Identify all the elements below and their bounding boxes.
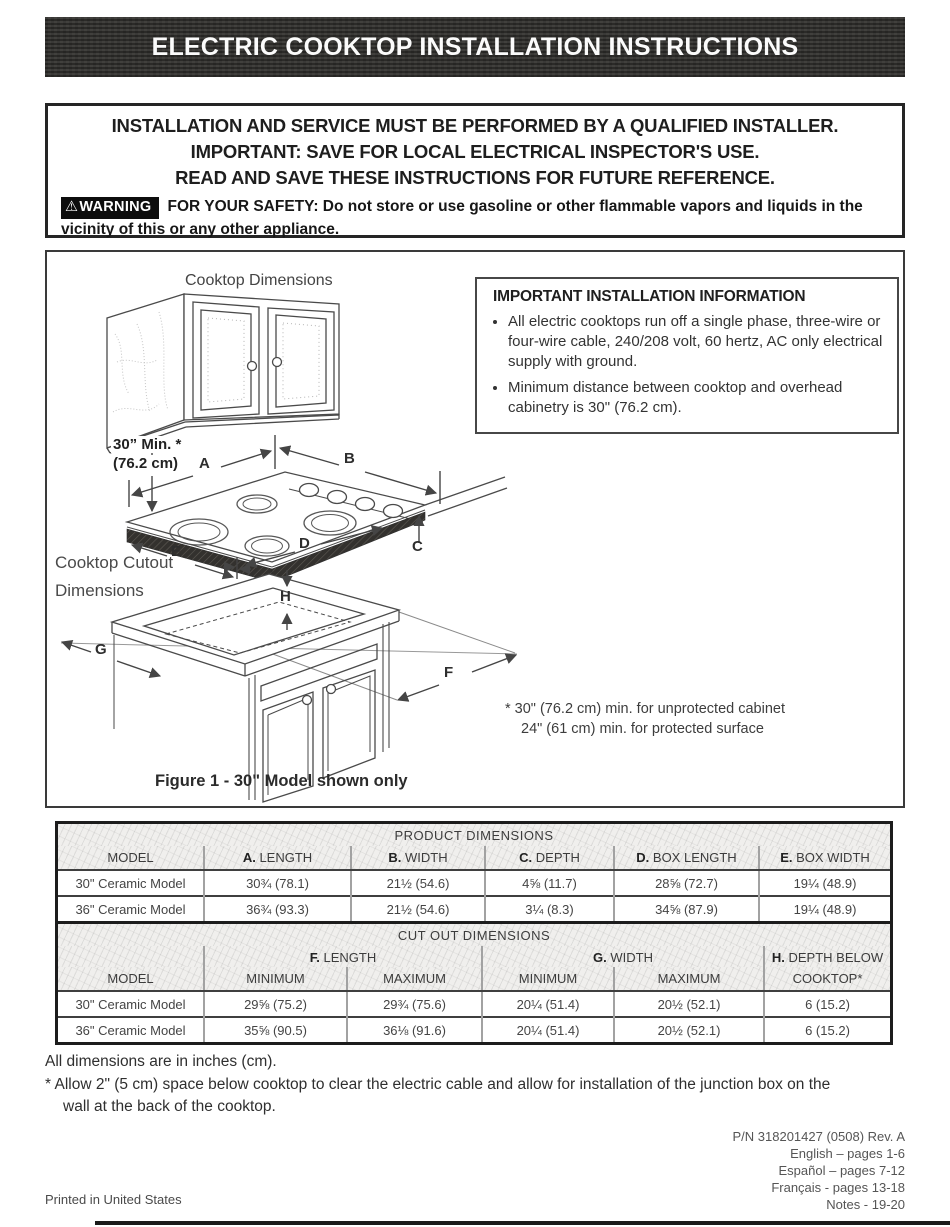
- cooktop-drawing: [127, 472, 507, 582]
- cell: 6 (15.2): [764, 1017, 890, 1042]
- dim-label-h: H: [280, 588, 291, 605]
- cell: 35⅝ (90.5): [204, 1017, 347, 1042]
- column-header: MAXIMUM: [614, 967, 764, 991]
- table-row: [58, 1017, 890, 1042]
- group-header: F. LENGTH: [204, 946, 482, 967]
- table-row: [58, 870, 890, 896]
- table-title-row: [58, 824, 890, 846]
- footnote-clearance-line1: * Allow 2" (5 cm) space below cooktop to clear the electric cable and allow for installation of the junction box on the: [45, 1076, 831, 1093]
- cell: 36" Ceramic Model: [58, 1017, 204, 1042]
- cell: 28⅝ (72.7): [614, 870, 759, 896]
- important-installation-info-box: [475, 277, 899, 434]
- info-bullet: • Minimum distance between cooktop and overhead cabinetry is 30" (76.2 cm).: [508, 378, 885, 418]
- cell: 30¾ (78.1): [204, 870, 351, 896]
- dim-label-c: C: [412, 538, 423, 555]
- cell: 30" Ceramic Model: [58, 991, 204, 1017]
- table-row: [58, 896, 890, 921]
- product-dimensions-table: [58, 824, 890, 921]
- column-header: B. WIDTH: [351, 846, 485, 870]
- colophon: [733, 1128, 906, 1213]
- column-header: MINIMUM: [482, 967, 614, 991]
- notice-line: INSTALLATION AND SERVICE MUST BE PERFORMED BY A QUALIFIED INSTALLER.: [111, 115, 839, 136]
- table-header-row: [58, 967, 890, 991]
- table-title: PRODUCT DIMENSIONS: [394, 828, 554, 843]
- cell: 29¾ (75.6): [347, 991, 482, 1017]
- info-bullet-list: [491, 312, 885, 418]
- cell: 20¼ (51.4): [482, 991, 614, 1017]
- dim-label-e: E: [171, 543, 182, 560]
- group-header: G. WIDTH: [482, 946, 764, 967]
- warning-badge-label: WARNING: [79, 199, 152, 215]
- title-banner: [45, 17, 905, 77]
- notice-line: IMPORTANT: SAVE FOR LOCAL ELECTRICAL INSPECTOR'S USE.: [190, 141, 760, 162]
- cell: 36⅛ (91.6): [347, 1017, 482, 1042]
- column-header: MINIMUM: [204, 967, 347, 991]
- cell: 4⅝ (11.7): [485, 870, 614, 896]
- colophon-line: English – pages 1-6: [790, 1146, 905, 1161]
- column-header: MAXIMUM: [347, 967, 482, 991]
- blank-cell: [58, 946, 204, 967]
- colophon-line: Français - pages 13-18: [771, 1180, 905, 1195]
- dim-label-f: F: [444, 664, 454, 681]
- column-header: COOKTOP*: [764, 967, 890, 991]
- warning-triangle-icon: ⚠: [65, 199, 79, 215]
- clearance-note-line2: (76.2 cm): [113, 455, 179, 472]
- colophon-line: Español – pages 7-12: [778, 1163, 905, 1178]
- cell: 19¼ (48.9): [759, 870, 890, 896]
- figure-footnote-line1: * 30" (76.2 cm) min. for unprotected cabinet: [505, 701, 785, 717]
- cell: 20½ (52.1): [614, 991, 764, 1017]
- cell: 21½ (54.6): [351, 896, 485, 921]
- cell: 34⅝ (87.9): [614, 896, 759, 921]
- cutout-title-line1: Cooktop Cutout: [55, 553, 174, 572]
- column-header: MODEL: [58, 846, 204, 870]
- part-number: P/N 318201427 (0508) Rev. A: [732, 1129, 905, 1144]
- colophon-line: Notes - 19-20: [826, 1197, 905, 1212]
- cell: 36" Ceramic Model: [58, 896, 204, 921]
- cell: 30" Ceramic Model: [58, 870, 204, 896]
- cell: 36¾ (93.3): [204, 896, 351, 921]
- column-header: E. BOX WIDTH: [759, 846, 890, 870]
- column-header: MODEL: [58, 967, 204, 991]
- column-header: D. BOX LENGTH: [614, 846, 759, 870]
- cell: 20½ (52.1): [614, 1017, 764, 1042]
- table-title-row: [58, 923, 890, 947]
- safety-warning-paragraph: [61, 196, 889, 240]
- info-box-title: IMPORTANT INSTALLATION INFORMATION: [493, 288, 806, 305]
- wall-cabinet-drawing: [107, 294, 339, 453]
- figure-caption: Figure 1 - 30" Model shown only: [155, 772, 408, 790]
- footnote-clearance-line2: wall at the back of the cooktop.: [63, 1098, 276, 1115]
- table-title: CUT OUT DIMENSIONS: [397, 928, 551, 943]
- cell: 3¼ (8.3): [485, 896, 614, 921]
- installer-notice-box: [45, 103, 905, 238]
- dim-label-a: A: [199, 455, 210, 472]
- cutout-title-line2: Dimensions: [55, 581, 144, 600]
- notice-line: READ AND SAVE THESE INSTRUCTIONS FOR FUTURE REFERENCE.: [175, 167, 775, 188]
- clearance-note-line1: 30” Min. *: [113, 436, 182, 453]
- countertop-cutout-drawing: [61, 574, 517, 802]
- dim-label-g: G: [95, 641, 107, 658]
- cell: 6 (15.2): [764, 991, 890, 1017]
- dim-label-b: B: [344, 450, 355, 467]
- info-bullet: • All electric cooktops run off a single phase, three-wire or four-wire cable, 240/208 volt, 60 hertz, AC only electrical supply with ground.: [508, 312, 885, 372]
- figure-top-title: Cooktop Dimensions: [185, 272, 333, 289]
- cell: 21½ (54.6): [351, 870, 485, 896]
- group-header: H. DEPTH BELOW: [764, 946, 890, 967]
- dim-label-d: D: [299, 535, 310, 552]
- cell: 29⅝ (75.2): [204, 991, 347, 1017]
- column-header: C. DEPTH: [485, 846, 614, 870]
- page-title: ELECTRIC COOKTOP INSTALLATION INSTRUCTIONS: [151, 32, 799, 61]
- figure-1-box: [45, 250, 905, 808]
- table-row: [58, 991, 890, 1017]
- dimensions-tables: [55, 821, 893, 1045]
- printed-in-note: Printed in United States: [45, 1192, 182, 1207]
- cell: 19¼ (48.9): [759, 896, 890, 921]
- warning-badge: [61, 197, 159, 219]
- column-header: A. LENGTH: [204, 846, 351, 870]
- table-group-header-row: [58, 946, 890, 967]
- scan-edge-line: [95, 1221, 950, 1225]
- cell: 20¼ (51.4): [482, 1017, 614, 1042]
- cutout-dimensions-table: [58, 921, 890, 1042]
- footnote-dimensions-units: All dimensions are in inches (cm).: [45, 1053, 277, 1070]
- table-header-row: [58, 846, 890, 870]
- warning-text: FOR YOUR SAFETY: Do not store or use gasoline or other flammable vapors and liquids in the vicinity of this or any other appliance.: [61, 198, 863, 238]
- figure-footnote-line2: 24" (61 cm) min. for protected surface: [521, 721, 764, 737]
